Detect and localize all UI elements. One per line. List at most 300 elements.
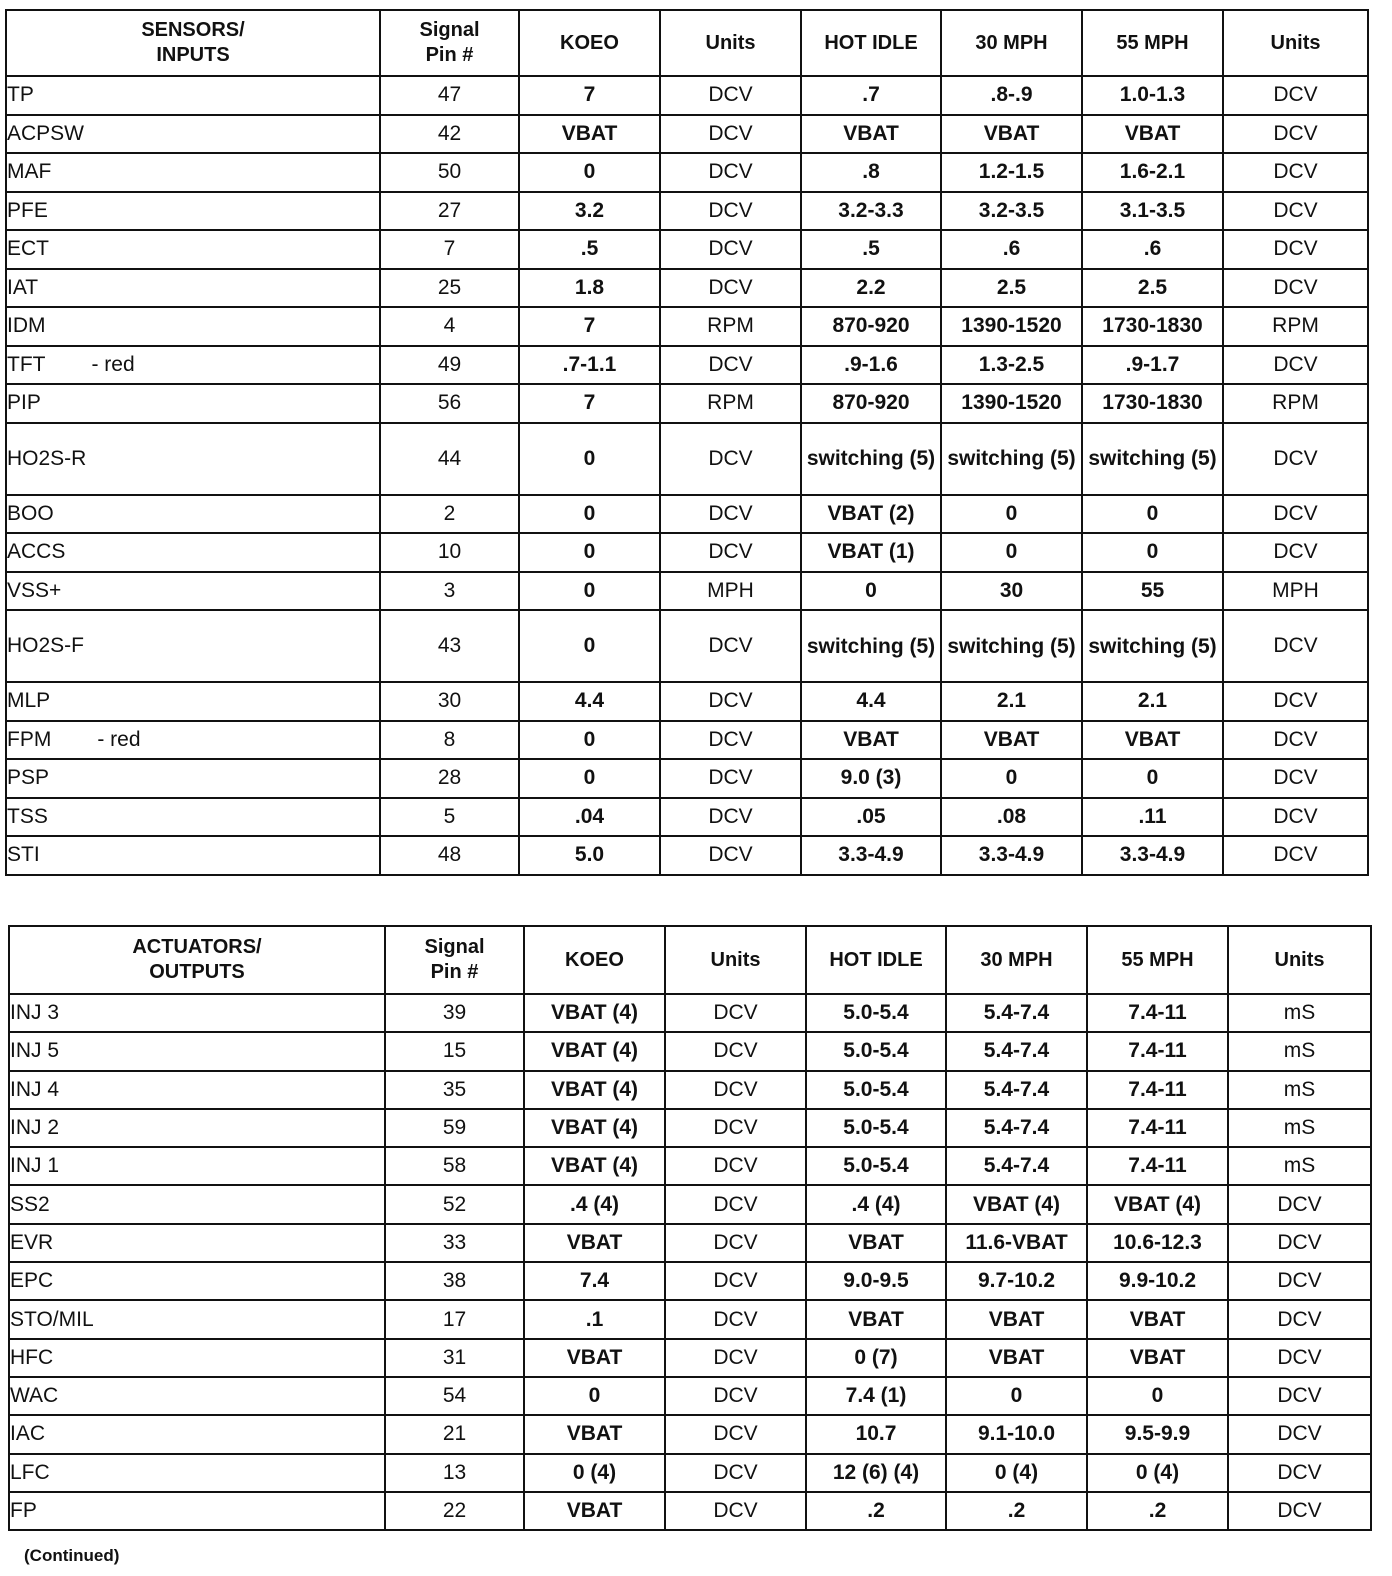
row-label [6, 798, 380, 837]
pin-cell: 3 [380, 572, 519, 611]
units-cell: DCV [1223, 798, 1368, 837]
units-cell: DCV [660, 682, 801, 721]
units-cell: DCV [1228, 1185, 1371, 1223]
pin-cell: 7 [380, 230, 519, 269]
value-cell: 5.0-5.4 [806, 1147, 946, 1185]
table-row [6, 682, 1368, 721]
table-row [6, 610, 1368, 682]
row-label [6, 682, 380, 721]
signal-name: TSS [7, 804, 48, 828]
value-cell: 3.3-4.9 [1082, 836, 1223, 875]
units-cell: DCV [665, 1262, 806, 1300]
signal-name: LFC [10, 1460, 50, 1484]
units-cell: DCV [660, 495, 801, 534]
value-cell: 7.4 (1) [806, 1377, 946, 1415]
table-row [9, 1224, 1371, 1262]
value-cell: .05 [801, 798, 941, 837]
units-cell: DCV [1228, 1454, 1371, 1492]
value-cell: 10.7 [806, 1415, 946, 1453]
pin-cell: 10 [380, 533, 519, 572]
value-cell: .4 (4) [806, 1185, 946, 1223]
pin-cell: 54 [385, 1377, 524, 1415]
signal-name: HO2S-R [7, 446, 87, 470]
units-cell: DCV [1223, 423, 1368, 495]
signal-name: HO2S-F [7, 634, 85, 657]
units-cell: DCV [1223, 836, 1368, 875]
table-row [6, 798, 1368, 837]
value-cell: VBAT (4) [946, 1185, 1087, 1223]
pin-cell: 4 [380, 307, 519, 346]
units-cell: DCV [1228, 1339, 1371, 1377]
value-cell: VBAT [946, 1300, 1087, 1338]
value-cell: 0 [946, 1377, 1087, 1415]
value-cell: switching (5) [941, 423, 1082, 495]
signal-name: IDM [7, 314, 46, 338]
row-label [9, 1415, 385, 1453]
units-cell: DCV [1223, 269, 1368, 308]
column-header: 55 MPH [1082, 10, 1223, 76]
value-cell: .6 [1082, 230, 1223, 269]
value-cell: 0 [1087, 1377, 1228, 1415]
units-cell: DCV [1223, 721, 1368, 760]
units-cell: DCV [1223, 192, 1368, 231]
units-cell: DCV [660, 230, 801, 269]
signal-wire-color: - red [97, 727, 141, 751]
pin-cell: 42 [380, 115, 519, 154]
units-cell: MPH [1223, 572, 1368, 611]
units-cell: DCV [665, 994, 806, 1032]
value-cell: 7.4-11 [1087, 1147, 1228, 1185]
pin-cell: 38 [385, 1262, 524, 1300]
value-cell: 0 [941, 533, 1082, 572]
value-cell: .08 [941, 798, 1082, 837]
pin-cell: 59 [385, 1109, 524, 1147]
units-cell: DCV [660, 153, 801, 192]
pin-cell: 58 [385, 1147, 524, 1185]
value-cell: 2.1 [1082, 682, 1223, 721]
pin-cell: 28 [380, 759, 519, 798]
value-cell: 0 [801, 572, 941, 611]
value-cell: 1.6-2.1 [1082, 153, 1223, 192]
row-label [6, 76, 380, 115]
pin-cell: 2 [380, 495, 519, 534]
value-cell: 7.4-11 [1087, 1109, 1228, 1147]
value-cell: VBAT [524, 1339, 665, 1377]
value-cell: 3.2-3.5 [941, 192, 1082, 231]
value-cell: VBAT [801, 721, 941, 760]
units-cell: DCV [660, 423, 801, 495]
table-row [9, 1185, 1371, 1223]
value-cell: switching (5) [941, 610, 1082, 682]
signal-name: BOO [7, 501, 54, 525]
row-label [6, 230, 380, 269]
table-row [6, 192, 1368, 231]
value-cell: switching (5) [1082, 610, 1223, 682]
signal-name: PSP [7, 766, 50, 790]
value-cell: 5.4-7.4 [946, 1109, 1087, 1147]
row-label [6, 836, 380, 875]
value-cell: 5.4-7.4 [946, 1032, 1087, 1070]
row-label [6, 721, 380, 760]
value-cell: VBAT [806, 1224, 946, 1262]
signal-name: INJ 4 [10, 1077, 60, 1101]
value-cell: 0 (4) [524, 1454, 665, 1492]
row-label [9, 1224, 385, 1262]
pin-cell: 47 [380, 76, 519, 115]
table-row [9, 1147, 1371, 1185]
column-header: HOT IDLE [806, 926, 946, 994]
value-cell: 0 [519, 759, 660, 798]
value-cell: 5.0-5.4 [806, 1109, 946, 1147]
row-label [9, 1147, 385, 1185]
value-cell: 30 [941, 572, 1082, 611]
value-cell: VBAT (4) [524, 1071, 665, 1109]
value-cell: switching (5) [801, 423, 941, 495]
table-row [6, 495, 1368, 534]
column-header: Units [1223, 10, 1368, 76]
units-cell: DCV [1223, 115, 1368, 154]
signal-name: EVR [10, 1230, 54, 1254]
table-row [9, 1339, 1371, 1377]
value-cell: .7-1.1 [519, 346, 660, 385]
row-label [6, 269, 380, 308]
value-cell: VBAT [519, 115, 660, 154]
row-label [9, 1109, 385, 1147]
value-cell: VBAT [1087, 1339, 1228, 1377]
table-row [9, 1262, 1371, 1300]
signal-name: HFC [10, 1345, 54, 1369]
signal-wire-color: - red [91, 352, 135, 376]
row-label [6, 423, 380, 495]
signal-name: VSS+ [7, 578, 62, 602]
units-cell: DCV [1223, 153, 1368, 192]
value-cell: 7.4 [524, 1262, 665, 1300]
units-cell: mS [1228, 1032, 1371, 1070]
signal-name: PFE [7, 198, 48, 222]
column-header: Units [665, 926, 806, 994]
signal-name: IAT [7, 275, 39, 299]
value-cell: .1 [524, 1300, 665, 1338]
units-cell: DCV [665, 1032, 806, 1070]
units-cell: DCV [1228, 1415, 1371, 1453]
row-label [9, 1071, 385, 1109]
value-cell: VBAT (4) [524, 1032, 665, 1070]
pin-cell: 35 [385, 1071, 524, 1109]
signal-name: EPC [10, 1269, 54, 1293]
value-cell: VBAT [946, 1339, 1087, 1377]
value-cell: 2.5 [1082, 269, 1223, 308]
row-label [6, 610, 380, 682]
pin-cell: 56 [380, 384, 519, 423]
units-cell: DCV [660, 610, 801, 682]
signal-name: INJ 2 [10, 1116, 60, 1140]
column-header: 30 MPH [946, 926, 1087, 994]
pin-cell: 52 [385, 1185, 524, 1223]
row-label [6, 307, 380, 346]
units-cell: DCV [665, 1415, 806, 1453]
pin-cell: 48 [380, 836, 519, 875]
table-row [6, 153, 1368, 192]
units-cell: DCV [665, 1377, 806, 1415]
value-cell: 0 (4) [1087, 1454, 1228, 1492]
value-cell: 1.8 [519, 269, 660, 308]
value-cell: .04 [519, 798, 660, 837]
table-row [9, 1415, 1371, 1453]
value-cell: 3.2 [519, 192, 660, 231]
signal-name: MLP [7, 689, 51, 713]
pin-cell: 5 [380, 798, 519, 837]
value-cell: 1730-1830 [1082, 307, 1223, 346]
signal-name: INJ 5 [10, 1039, 60, 1063]
signal-name: ACCS [7, 540, 66, 564]
units-cell: DCV [665, 1185, 806, 1223]
units-cell: DCV [665, 1454, 806, 1492]
value-cell: .11 [1082, 798, 1223, 837]
value-cell: 0 [519, 153, 660, 192]
value-cell: 3.3-4.9 [801, 836, 941, 875]
column-header: Units [1228, 926, 1371, 994]
value-cell: 9.0-9.5 [806, 1262, 946, 1300]
table-row [9, 1071, 1371, 1109]
table-row [9, 1300, 1371, 1338]
value-cell: .8-.9 [941, 76, 1082, 115]
value-cell: 2.1 [941, 682, 1082, 721]
value-cell: 3.2-3.3 [801, 192, 941, 231]
signal-name: IAC [10, 1422, 46, 1446]
value-cell: 0 [519, 721, 660, 760]
value-cell: 4.4 [801, 682, 941, 721]
value-cell: 7 [519, 384, 660, 423]
units-cell: mS [1228, 1147, 1371, 1185]
table-row [9, 1032, 1371, 1070]
header-row [6, 10, 1368, 76]
pin-cell: 17 [385, 1300, 524, 1338]
table-row [9, 994, 1371, 1032]
pin-cell: 49 [380, 346, 519, 385]
value-cell: 0 [1082, 533, 1223, 572]
column-header: KOEO [524, 926, 665, 994]
value-cell: 12 (6) (4) [806, 1454, 946, 1492]
value-cell: 3.1-3.5 [1082, 192, 1223, 231]
units-cell: DCV [660, 192, 801, 231]
units-cell: DCV [1223, 759, 1368, 798]
value-cell: .8 [801, 153, 941, 192]
signal-name: SS2 [10, 1192, 50, 1216]
table-row [6, 721, 1368, 760]
value-cell: .2 [1087, 1492, 1228, 1530]
actuators-outputs-table [8, 925, 1372, 1531]
value-cell: VBAT [806, 1300, 946, 1338]
value-cell: 55 [1082, 572, 1223, 611]
units-cell: MPH [660, 572, 801, 611]
value-cell: switching (5) [801, 610, 941, 682]
units-cell: DCV [1228, 1224, 1371, 1262]
units-cell: DCV [1223, 533, 1368, 572]
table-row [6, 423, 1368, 495]
table-row [6, 572, 1368, 611]
units-cell: DCV [660, 533, 801, 572]
value-cell: 0 [519, 572, 660, 611]
units-cell: DCV [1228, 1377, 1371, 1415]
column-header: Units [660, 10, 801, 76]
value-cell: 0 [524, 1377, 665, 1415]
signal-name: INJ 1 [10, 1154, 60, 1178]
value-cell: VBAT [1082, 721, 1223, 760]
units-cell: mS [1228, 1071, 1371, 1109]
pin-cell: 44 [380, 423, 519, 495]
pin-cell: 21 [385, 1415, 524, 1453]
value-cell: 9.5-9.9 [1087, 1415, 1228, 1453]
value-cell: 1.2-1.5 [941, 153, 1082, 192]
column-header: HOT IDLE [801, 10, 941, 76]
header-row [9, 926, 1371, 994]
value-cell: 5.4-7.4 [946, 1071, 1087, 1109]
pin-cell: 39 [385, 994, 524, 1032]
signal-name: WAC [10, 1384, 59, 1408]
units-cell: RPM [1223, 307, 1368, 346]
value-cell: 870-920 [801, 384, 941, 423]
units-cell: RPM [660, 384, 801, 423]
units-cell: DCV [660, 836, 801, 875]
table-row [6, 759, 1368, 798]
value-cell: 5.0-5.4 [806, 1071, 946, 1109]
value-cell: switching (5) [1082, 423, 1223, 495]
table-row [6, 76, 1368, 115]
units-cell: DCV [1228, 1300, 1371, 1338]
value-cell: VBAT (4) [1087, 1185, 1228, 1223]
value-cell: .5 [801, 230, 941, 269]
value-cell: 3.3-4.9 [941, 836, 1082, 875]
units-cell: DCV [665, 1147, 806, 1185]
table-row [6, 230, 1368, 269]
value-cell: 0 [1082, 759, 1223, 798]
row-label [9, 994, 385, 1032]
row-label [9, 1454, 385, 1492]
value-cell: 9.7-10.2 [946, 1262, 1087, 1300]
table-row [9, 1109, 1371, 1147]
table-row [9, 1454, 1371, 1492]
table-row [6, 115, 1368, 154]
value-cell: VBAT (1) [801, 533, 941, 572]
units-cell: DCV [665, 1071, 806, 1109]
units-cell: DCV [660, 721, 801, 760]
signal-name: INJ 3 [10, 1001, 60, 1025]
units-cell: mS [1228, 994, 1371, 1032]
units-cell: DCV [660, 346, 801, 385]
value-cell: 5.4-7.4 [946, 994, 1087, 1032]
signal-name: ECT [7, 237, 49, 261]
column-header: Signal Pin # [385, 926, 524, 994]
row-label [6, 115, 380, 154]
value-cell: 5.0-5.4 [806, 1032, 946, 1070]
table-row [6, 384, 1368, 423]
pin-cell: 33 [385, 1224, 524, 1262]
value-cell: VBAT [941, 115, 1082, 154]
row-label [9, 1300, 385, 1338]
units-cell: DCV [660, 76, 801, 115]
units-cell: DCV [665, 1300, 806, 1338]
pin-cell: 8 [380, 721, 519, 760]
value-cell: 0 [519, 610, 660, 682]
value-cell: 0 [519, 533, 660, 572]
value-cell: .7 [801, 76, 941, 115]
table-row [9, 1377, 1371, 1415]
units-cell: DCV [665, 1492, 806, 1530]
units-cell: DCV [660, 759, 801, 798]
value-cell: 0 (4) [946, 1454, 1087, 1492]
column-header: 55 MPH [1087, 926, 1228, 994]
pin-cell: 43 [380, 610, 519, 682]
units-cell: DCV [660, 115, 801, 154]
table-row [6, 346, 1368, 385]
value-cell: VBAT [1087, 1300, 1228, 1338]
row-label [9, 1339, 385, 1377]
row-label [6, 346, 380, 385]
pin-cell: 50 [380, 153, 519, 192]
pin-cell: 13 [385, 1454, 524, 1492]
table-row [6, 533, 1368, 572]
table-row [6, 836, 1368, 875]
value-cell: VBAT (4) [524, 994, 665, 1032]
value-cell: .4 (4) [524, 1185, 665, 1223]
units-cell: DCV [1228, 1492, 1371, 1530]
column-header: KOEO [519, 10, 660, 76]
value-cell: 0 (7) [806, 1339, 946, 1377]
column-header: Signal Pin # [380, 10, 519, 76]
value-cell: 9.0 (3) [801, 759, 941, 798]
units-cell: DCV [1223, 495, 1368, 534]
value-cell: VBAT (4) [524, 1147, 665, 1185]
value-cell: .5 [519, 230, 660, 269]
value-cell: 1.3-2.5 [941, 346, 1082, 385]
value-cell: VBAT (4) [524, 1109, 665, 1147]
value-cell: VBAT [524, 1224, 665, 1262]
value-cell: 7.4-11 [1087, 1071, 1228, 1109]
value-cell: 5.4-7.4 [946, 1147, 1087, 1185]
continued-note: (Continued) [24, 1546, 120, 1565]
value-cell: 9.1-10.0 [946, 1415, 1087, 1453]
value-cell: 1.0-1.3 [1082, 76, 1223, 115]
units-cell: DCV [665, 1109, 806, 1147]
signal-name: ACPSW [7, 121, 85, 145]
value-cell: VBAT [524, 1415, 665, 1453]
signal-name: TFT [7, 352, 46, 376]
row-label [6, 533, 380, 572]
value-cell: 9.9-10.2 [1087, 1262, 1228, 1300]
signal-name: PIP [7, 391, 41, 415]
pin-cell: 30 [380, 682, 519, 721]
value-cell: 4.4 [519, 682, 660, 721]
units-cell: DCV [1228, 1262, 1371, 1300]
value-cell: VBAT [801, 115, 941, 154]
value-cell: 1390-1520 [941, 384, 1082, 423]
value-cell: VBAT (2) [801, 495, 941, 534]
row-label [9, 1032, 385, 1070]
pin-cell: 15 [385, 1032, 524, 1070]
signal-name: MAF [7, 160, 52, 184]
row-label [6, 384, 380, 423]
value-cell: 11.6-VBAT [946, 1224, 1087, 1262]
pin-cell: 31 [385, 1339, 524, 1377]
units-cell: DCV [1223, 610, 1368, 682]
value-cell: 0 [941, 495, 1082, 534]
units-cell: DCV [1223, 230, 1368, 269]
row-label [6, 759, 380, 798]
units-cell: DCV [665, 1339, 806, 1377]
value-cell: .2 [946, 1492, 1087, 1530]
units-cell: DCV [1223, 76, 1368, 115]
value-cell: VBAT [1082, 115, 1223, 154]
